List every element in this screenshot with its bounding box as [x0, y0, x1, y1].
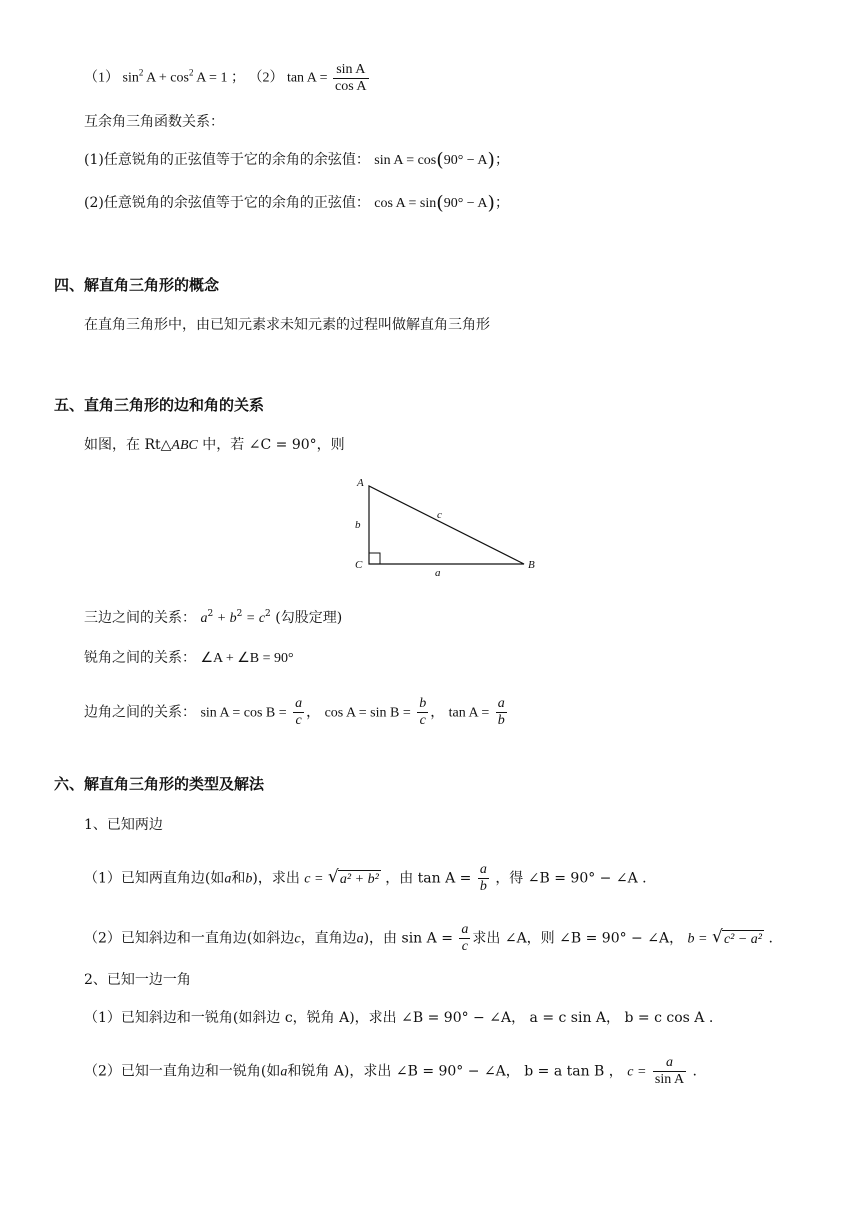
- e3-den: b: [497, 713, 505, 728]
- e2-lhs: cos A = sin B =: [324, 705, 411, 721]
- p1-num: a: [479, 862, 487, 877]
- p4-fraction: [653, 1055, 686, 1088]
- p2-g: b =: [687, 931, 708, 947]
- e2-den: c: [419, 713, 426, 728]
- right-triangle-diagram: [350, 472, 550, 582]
- p4-d: c =: [627, 1064, 647, 1080]
- e1-lhs: sin A = cos B =: [200, 705, 287, 721]
- sides-term-a: a: [200, 611, 208, 626]
- item1-label: （1）: [84, 70, 119, 86]
- e2-num: b: [419, 696, 427, 711]
- item2-numerator: sin A: [333, 62, 369, 79]
- item2-lhs: tan A =: [286, 70, 328, 86]
- item2-label: （2）: [248, 70, 284, 86]
- rule-1-end: ；: [494, 152, 509, 168]
- p1-b: a: [224, 871, 232, 887]
- e3-lhs: tan A =: [448, 705, 490, 721]
- p1-fraction: [478, 862, 489, 895]
- p2-fraction: [459, 922, 470, 955]
- rule-2-formula: cos A = sin: [374, 196, 437, 211]
- comma: ，: [306, 704, 321, 721]
- e1-den: c: [295, 713, 302, 728]
- case-leg-angle: [84, 1055, 697, 1088]
- complementary-rule-1: (1)任意锐角的正弦值等于它的余角的余弦值： sin A = cos(90° − A)；: [84, 149, 509, 171]
- item2-denominator: cos A: [335, 79, 367, 94]
- sides-term-b: + b: [213, 611, 237, 626]
- p4-num: a: [653, 1055, 686, 1072]
- rule-2-text: (2)任意锐角的余弦值等于它的余角的正弦值：: [84, 195, 370, 211]
- p1-e: )，求出: [252, 870, 300, 887]
- p1-den: b: [479, 879, 487, 894]
- subsection-2: 2、已知一边一角: [84, 972, 191, 988]
- p4-a: （2）已知一直角边和一锐角(如: [84, 1063, 281, 1080]
- p1-a: （1）已知两直角边(如: [84, 870, 225, 887]
- item1-mid: A + cos: [146, 70, 189, 86]
- complementary-rule-2: (2)任意锐角的余弦值等于它的余角的正弦值： cos A = sin(90° − A)；: [84, 192, 509, 214]
- p4-c: 和锐角 A)，求出 ∠B = 90° − ∠A， b = a tan B ，: [287, 1063, 623, 1080]
- e1-num: a: [295, 696, 303, 711]
- p2-num: a: [461, 922, 469, 937]
- p1-h: ，得 ∠B = 90° − ∠A .: [495, 870, 647, 887]
- p4-e: .: [692, 1063, 697, 1080]
- p2-h: .: [768, 930, 773, 947]
- intro-part-a: 如图，在 Rt△: [84, 437, 172, 453]
- angles-formula: ∠A + ∠B = 90°: [200, 651, 294, 666]
- angles-relation: [84, 648, 294, 669]
- p1-c: 和: [231, 870, 246, 887]
- sides-label: 三边之间的关系：: [84, 610, 196, 626]
- intro-part-c: 中，若 ∠C = 90°，则: [197, 437, 345, 453]
- comma: ，: [430, 704, 445, 721]
- case-hyp-leg: [84, 922, 773, 955]
- edge-label: 边角之间的关系：: [84, 704, 196, 721]
- vertex-A-label: A: [357, 477, 364, 489]
- p1-sqrt-body: a² + b²: [339, 871, 379, 887]
- p4-den: sin A: [654, 1072, 685, 1087]
- pythagorean-note: (勾股定理): [275, 610, 343, 626]
- p1-g: ，由 tan A =: [385, 870, 472, 887]
- p2-c: ，直角边: [300, 930, 357, 947]
- p2-d: a: [356, 931, 364, 947]
- separator: ；: [230, 70, 245, 86]
- rule-1-text: (1)任意锐角的正弦值等于它的余角的余弦值：: [84, 152, 370, 168]
- p2-den: c: [461, 939, 468, 954]
- vertex-B-label: B: [528, 559, 535, 571]
- rule-2-arg: 90° − A: [443, 196, 488, 211]
- right-angle-mark: [369, 553, 380, 564]
- p2-e: )，由 sin A =: [363, 930, 453, 947]
- section-4-body: 在直角三角形中，由已知元素求未知元素的过程叫做解直角三角形: [84, 317, 490, 333]
- e1-fraction: [293, 696, 304, 729]
- case-hyp-angle: （1）已知斜边和一锐角(如斜边 c，锐角 A)，求出 ∠B = 90° − ∠A， a = c sin A， b = c cos A .: [84, 1010, 714, 1026]
- item1-post: A = 1: [196, 70, 228, 86]
- side-c-label: c: [437, 509, 442, 521]
- section-5-title: 五、直角三角形的边和角的关系: [54, 396, 265, 414]
- angles-label: 锐角之间的关系：: [84, 650, 196, 666]
- side-b-label: b: [355, 519, 361, 531]
- rule-1-arg: 90° − A: [443, 153, 488, 168]
- edge-angle-relation: [84, 696, 509, 729]
- p2-a: （2）已知斜边和一直角边(如斜边: [84, 930, 295, 947]
- sides-term-c: = c: [242, 611, 266, 626]
- complementary-heading: 互余角三角函数关系：: [84, 114, 224, 130]
- p2-b: c: [294, 931, 301, 947]
- intro-part-b: ABC: [171, 438, 198, 453]
- subsection-1: 1、已知两边: [84, 817, 163, 833]
- p2-sqrt-body: c² − a²: [723, 931, 762, 947]
- triangle-shape: [369, 486, 524, 564]
- item2-fraction: [333, 62, 369, 95]
- item1-pre: sin: [122, 70, 139, 86]
- p1-sqrt: √ a² + b²: [327, 866, 379, 887]
- case-two-legs: [84, 862, 647, 895]
- e3-fraction: [496, 696, 507, 729]
- rule-1-formula: sin A = cos: [374, 153, 437, 168]
- vertex-C-label: C: [355, 559, 363, 571]
- identity-line: （1） $\sin^2 A + \cos^2 A = 1$ ； （2） tan A = $\frac{\text{sin A}}{\text{cos A}}$: [84, 62, 367, 94]
- p2-sqrt: √ c² − a²: [711, 926, 762, 947]
- rule-2-end: ；: [494, 195, 509, 211]
- side-a-label: a: [435, 567, 441, 579]
- e3-num: a: [497, 696, 505, 711]
- p1-d: b: [245, 871, 253, 887]
- p1-f: c =: [304, 871, 324, 887]
- p2-f: 求出 ∠A，则 ∠B = 90° − ∠A，: [472, 930, 684, 947]
- p4-b: a: [280, 1064, 288, 1080]
- e2-fraction: [417, 696, 428, 729]
- section-5-intro: [84, 435, 345, 456]
- section-6-title: 六、解直角三角形的类型及解法: [54, 775, 265, 793]
- sides-relation: 三边之间的关系： $a^2 + b^2 = c^2$ (勾股定理): [84, 609, 343, 626]
- section-4-title: 四、解直角三角形的概念: [54, 276, 220, 294]
